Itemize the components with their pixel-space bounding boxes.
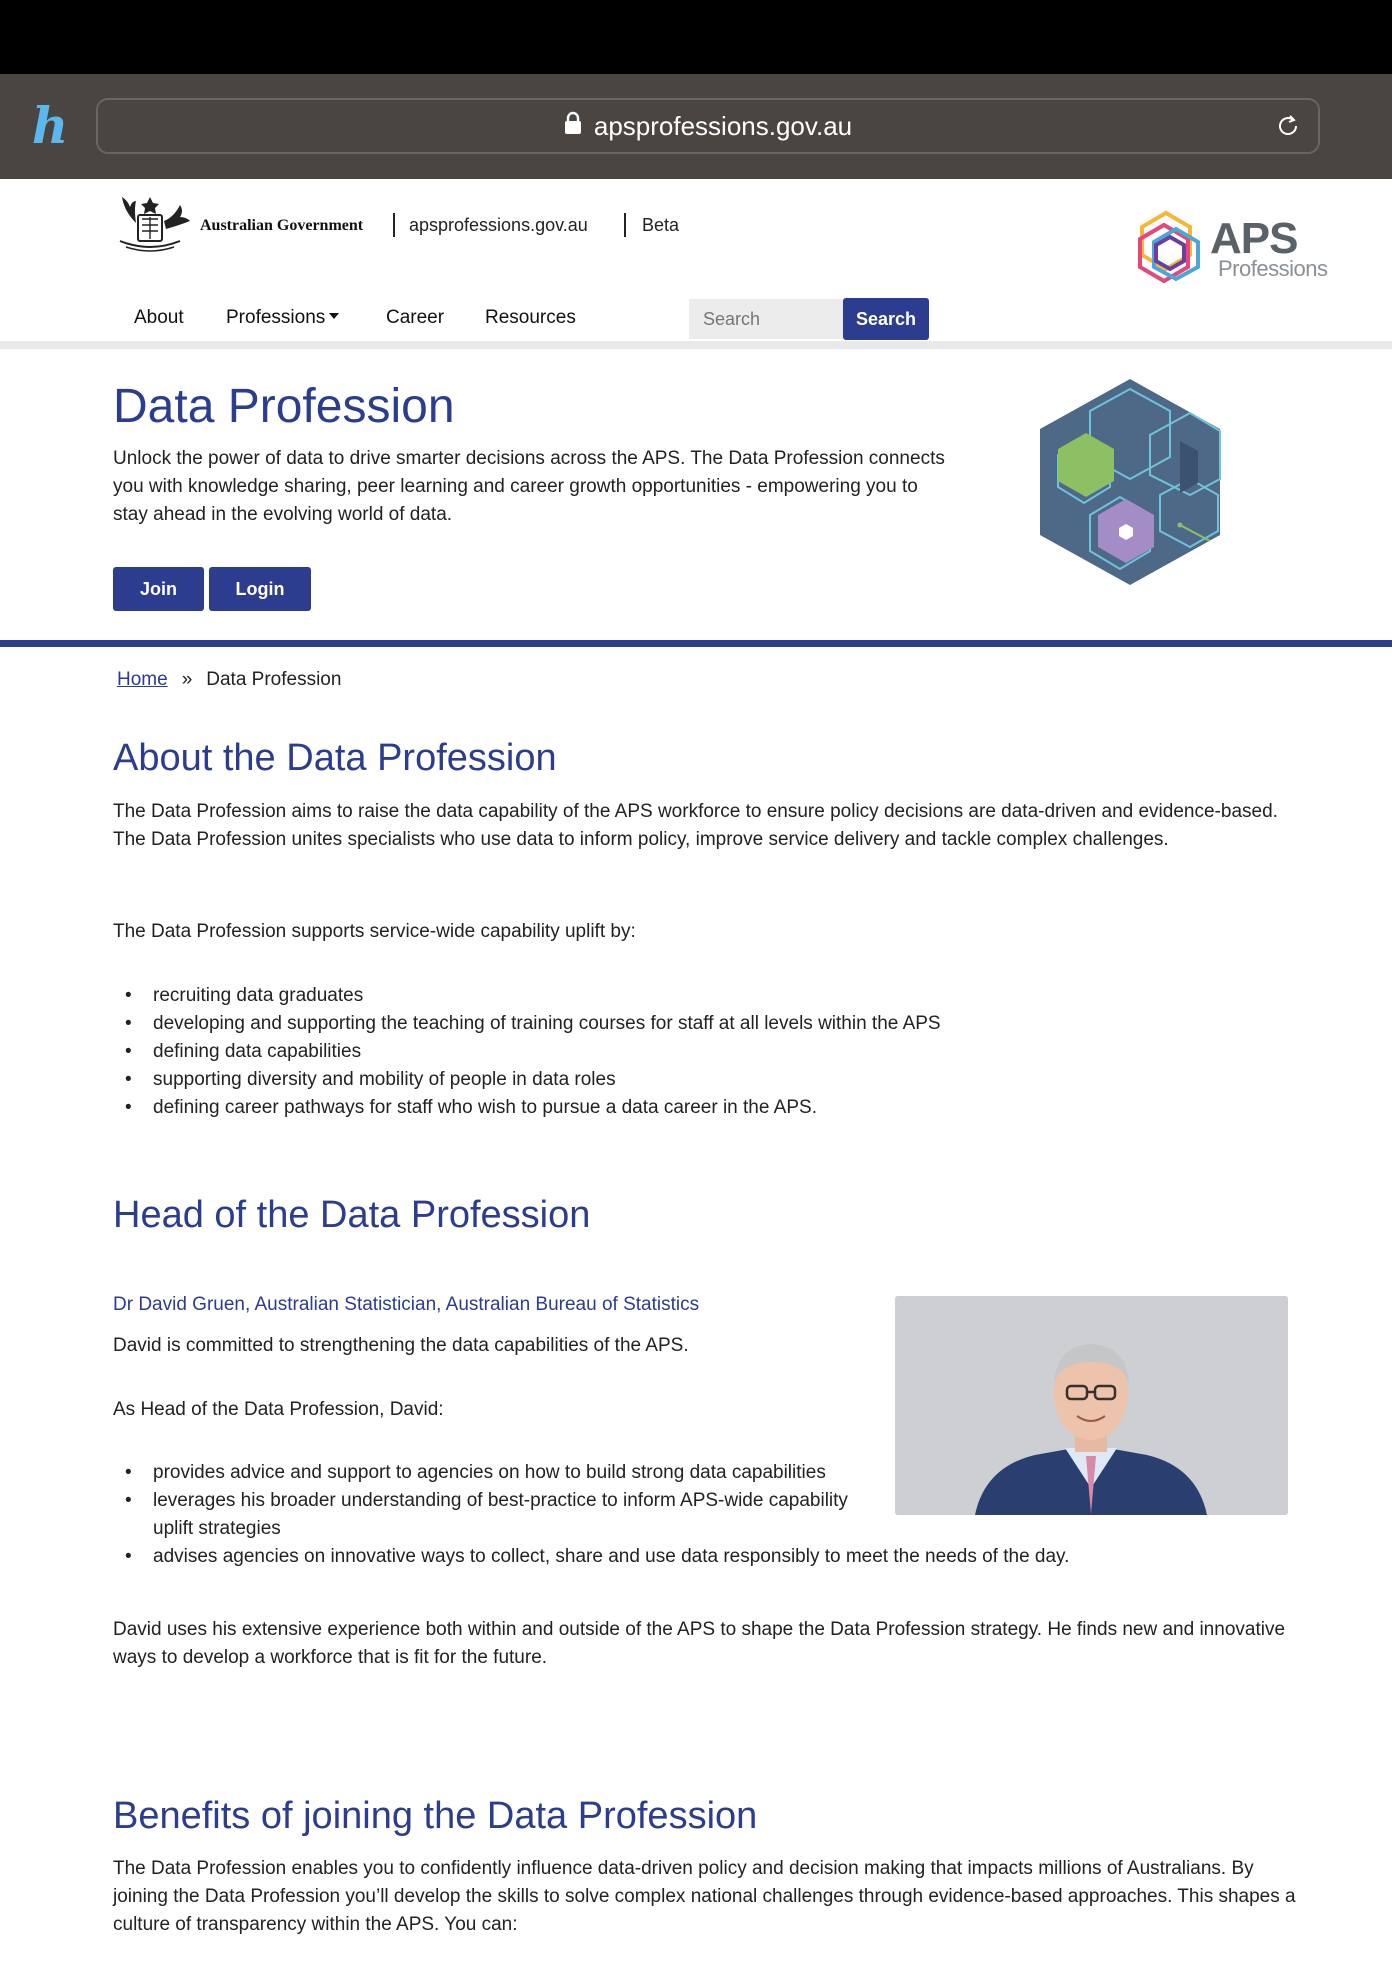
breadcrumb-current: Data Profession [206,669,342,690]
head-paragraph-1: David is committed to strengthening the data capabilities of the APS. [113,1335,689,1356]
list-item: • provides advice and support to agencies on how to build strong data capabilities [113,1459,853,1487]
device-status-bar [0,0,1392,74]
breadcrumb-separator: » [181,669,193,690]
list-item: • developing and supporting the teaching of training courses for staff at all levels within the APS [113,1010,1303,1038]
about-paragraph-2: The Data Profession supports service-wide capability uplift by: [113,921,636,942]
hero-banner [0,357,1392,647]
coat-of-arms-icon[interactable] [106,193,194,259]
aps-logo-subtext: Professions [1218,256,1328,281]
about-list [113,982,1303,1122]
hero-description: Unlock the power of data to drive smarter decisions across the APS. The Data Profession connects you with knowledge sharing, peer learning and career growth opportunities - empowering you to stay ahead in the evolving world of data. [113,448,945,525]
page-title: Data Profession [113,380,455,433]
reload-icon[interactable] [1274,112,1302,140]
browser-toolbar [0,74,1392,179]
nav-professions[interactable] [226,307,339,329]
login-button[interactable]: Login [209,567,311,611]
site-header [0,179,1392,349]
about-paragraph-1: The Data Profession aims to raise the data capability of the APS workforce to ensure policy decisions are data-driven and evidence-based. The Data Profession unites specialists who use data to inform policy, improve service delivery and tackle complex challenges. [113,801,1278,850]
list-item: • supporting diversity and mobility of people in data roles [113,1066,1303,1094]
nav-professions-label: Professions [226,307,326,328]
head-heading: Head of the Data Profession [113,1194,591,1236]
join-button[interactable]: Join [113,567,204,611]
benefits-paragraph-1: The Data Profession enables you to confidently influence data-driven policy and decision making that impacts millions of Australians. By joining the Data Profession you’ll develop the skills to solve complex national challenges through evidence-based approaches. This shapes a culture of transparency within the APS. You can: [113,1858,1296,1935]
list-item: • defining career pathways for staff who wish to pursue a data career in the APS. [113,1094,1303,1122]
about-heading: About the Data Profession [113,737,557,779]
head-name: Dr David Gruen, Australian Statistician, Australian Bureau of Statistics [113,1294,700,1315]
list-item: • defining data capabilities [113,1038,1303,1066]
nav-about[interactable]: About [134,307,184,328]
lock-icon [564,100,582,152]
address-bar[interactable] [96,98,1320,154]
list-item: • leverages his broader understanding of best-practice to inform APS-wide capability uplift strategies [113,1487,853,1543]
breadcrumb-home-link[interactable]: Home [117,669,168,690]
aps-logo-text: APS [1210,214,1298,263]
nav-resources[interactable]: Resources [485,307,576,328]
site-name-link[interactable]: apsprofessions.gov.au [393,213,588,237]
chevron-down-icon [329,313,339,319]
url-text: apsprofessions.gov.au [593,111,853,141]
nav-career[interactable]: Career [386,307,445,328]
search-button[interactable]: Search [843,298,929,340]
benefits-heading: Benefits of joining the Data Profession [113,1795,758,1837]
honey-extension-icon[interactable]: h [31,96,69,155]
gov-name: Australian Government [200,217,364,234]
data-hexagon-graphic [1030,375,1230,589]
search-input[interactable] [689,299,843,339]
breadcrumb [117,669,341,691]
beta-label: Beta [624,213,679,237]
list-item: • recruiting data graduates [113,982,1303,1010]
head-portrait-photo [895,1296,1288,1515]
head-paragraph-2: As Head of the Data Profession, David: [113,1399,444,1420]
list-item: • advises agencies on innovative ways to collect, share and use data responsibly to meet the needs of the day. [113,1543,1303,1571]
head-paragraph-3: David uses his extensive experience both within and outside of the APS to shape the Data Profession strategy. He finds new and innovative ways to develop a workforce that is fit for the future. [113,1619,1286,1668]
